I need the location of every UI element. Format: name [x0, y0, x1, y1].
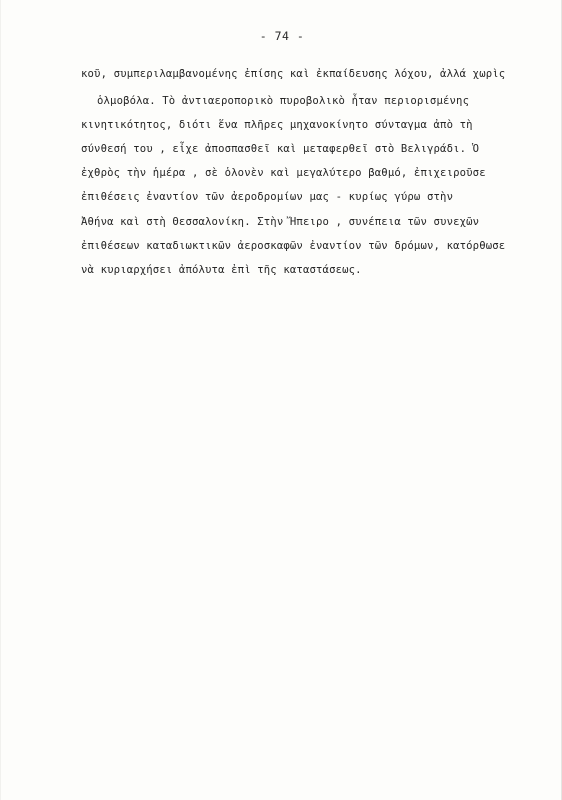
text-line: κινητικότητος, διότι ἕνα πλῆρες μηχανοκίνητο σύνταγμα ἀπὸ τὴ [81, 119, 473, 131]
text-line: ἐπιθέσεων καταδιωκτικῶν ἀεροσκαφῶν ἐναντίον τῶν δρόμων, κατόρθωσε [81, 240, 506, 252]
text-line: κοῦ, συμπεριλαμβανομένης ἐπίσης καὶ ἐκπαίδευσης λόχου, ἀλλά χωρὶς [81, 68, 506, 80]
text-line: ὁλμοβόλα. Τὸ ἀντιαεροπορικὸ πυροβολικὸ ἦταν περιορισμένης [97, 95, 470, 107]
text-line: ἐχθρὸς τὴν ἡμέρα , σὲ ὁλονὲν καὶ μεγαλύτερο βαθμό, ἐπιχειροῦσε [81, 167, 486, 179]
text-line: Ἀθήνα καὶ στὴ Θεσσαλονίκη. Στὴν Ἤπειρο , συνέπεια τῶν συνεχῶν [81, 216, 480, 228]
text-line: σύνθεσή του , εἶχε ἀποσπασθεῖ καὶ μεταφερθεῖ στὸ Βελιγράδι. Ὁ [81, 143, 480, 155]
page-number: - 74 - [259, 29, 305, 43]
text-line: νὰ κυριαρχήσει ἀπόλυτα ἐπὶ τῆς καταστάσεως. [81, 264, 362, 276]
text-line: ἐπιθέσεις ἐναντίον τῶν ἀεροδρομίων μας - κυρίως γύρω στὴν [81, 191, 454, 203]
